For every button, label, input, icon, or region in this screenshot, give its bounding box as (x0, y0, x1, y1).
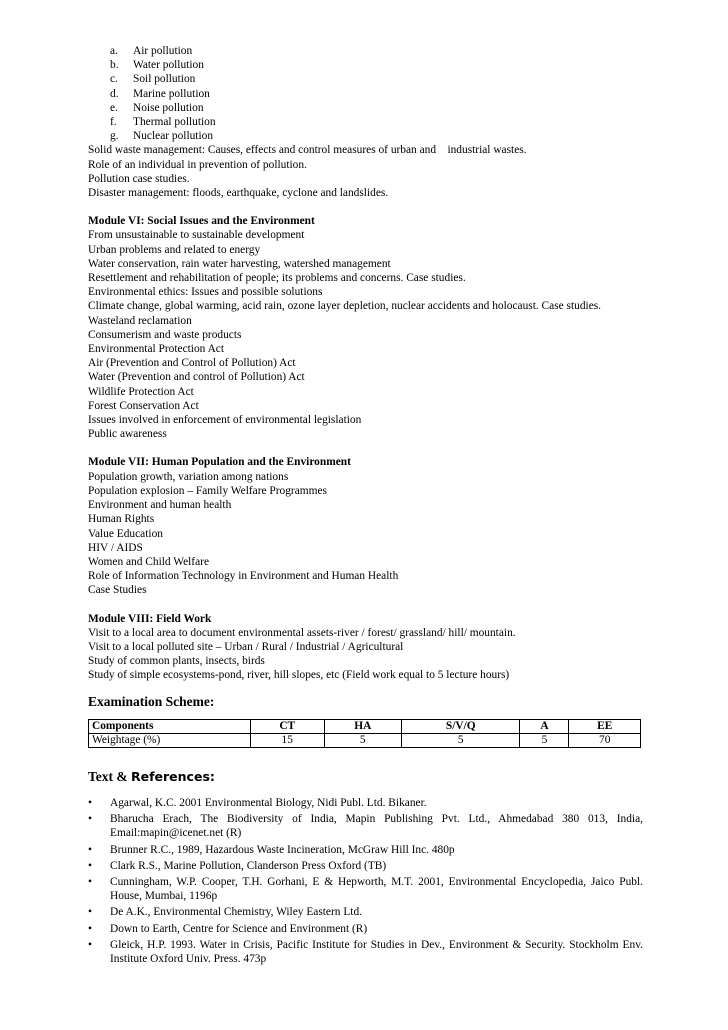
references-title: Text & References: (88, 768, 215, 784)
pollution-types-list (88, 44, 643, 143)
text-line: Wasteland reclamation (88, 314, 192, 327)
table-cell: EE (569, 719, 641, 733)
text-line: Role of Information Technology in Environment and Human Health (88, 570, 399, 583)
text-line: Urban problems and related to energy (88, 243, 261, 256)
text-line: Solid waste management: Causes, effects and control measures of urban and industrial wastes. (88, 144, 527, 157)
bullet-icon: • (88, 938, 92, 951)
text-line: Pollution case studies. (88, 172, 190, 185)
text-line: Environment and human health (88, 499, 232, 512)
text-line: Disaster management: floods, earthquake, cyclone and landslides. (88, 187, 389, 200)
table-cell: 5 (402, 733, 520, 747)
list-item: • Brunner R.C., 1989, Hazardous Waste Incineration, McGraw Hill Inc. 480p (88, 843, 455, 856)
text-line: Resettlement and rehabilitation of people; its problems and concerns. Case studies. (88, 272, 466, 285)
module7-section (88, 455, 643, 597)
module6-section (88, 214, 643, 441)
list-item: e. Noise pollution (110, 101, 204, 114)
text-line: Study of common plants, insects, birds (88, 655, 265, 668)
text-line: Population growth, variation among nations (88, 470, 289, 483)
text-line: Wildlife Protection Act (88, 385, 194, 398)
text-line: Air (Prevention and Control of Pollution) Act (88, 357, 296, 370)
table-cell: 70 (569, 733, 641, 747)
text-line: Environmental ethics: Issues and possible solutions (88, 286, 323, 299)
text-line: Climate change, global warming, acid rain, ozone layer depletion, nuclear accidents and holocaust. Case studies. (88, 300, 602, 313)
list-item: • Cunningham, W.P. Cooper, T.H. Gorhani, E & Hepworth, M.T. 2001, Environmental Encyclopedia, Jaico Publ. House, Mumbai, 1196p (88, 875, 643, 903)
bullet-icon: • (88, 906, 92, 919)
text-line: Human Rights (88, 513, 155, 526)
text-line: Environmental Protection Act (88, 343, 225, 356)
list-item: d. Marine pollution (110, 87, 210, 100)
text-line: Case Studies (88, 584, 147, 597)
bullet-icon: • (88, 796, 92, 809)
bullet-icon: • (88, 859, 92, 872)
bullet-icon: • (88, 813, 92, 826)
table-cell: S/V/Q (402, 719, 520, 733)
text-line: Issues involved in enforcement of environmental legislation (88, 414, 362, 427)
table-cell: 15 (251, 733, 325, 747)
text-line: Women and Child Welfare (88, 555, 210, 568)
text-line: Study of simple ecosystems-pond, river, hill slopes, etc (Field work equal to 5 lecture hours) (88, 669, 510, 682)
table-cell: Weightage (%) (89, 733, 251, 747)
module5-tail (88, 143, 643, 200)
text-line: From unsustainable to sustainable development (88, 229, 305, 242)
exam-title: Examination Scheme: (88, 693, 215, 709)
module8-title: Module VIII: Field Work (88, 612, 212, 625)
text-line: Role of an individual in prevention of pollution. (88, 158, 307, 171)
module6-title: Module VI: Social Issues and the Environment (88, 215, 315, 228)
text-line: Population explosion – Family Welfare Programmes (88, 484, 327, 497)
table-cell: CT (251, 719, 325, 733)
list-item: • Gleick, H.P. 1993. Water in Crisis, Pacific Institute for Studies in Dev., Environment & Security. Stockholm Env. Institute Oxford Univ. Press. 473p (88, 938, 643, 965)
list-item: b. Water pollution (110, 59, 204, 72)
text-line: Water (Prevention and control of Pollution) Act (88, 371, 305, 384)
bullet-icon: • (88, 843, 92, 856)
text-line: Public awareness (88, 428, 167, 441)
bullet-icon: • (88, 922, 92, 935)
text-line: HIV / AIDS (88, 541, 143, 554)
table-cell: 5 (324, 733, 402, 747)
list-item: f. Thermal pollution (110, 116, 216, 129)
table-cell: 5 (520, 733, 569, 747)
exam-table (88, 719, 641, 748)
list-item: g. Nuclear pollution (110, 130, 214, 143)
table-cell: HA (324, 719, 402, 733)
list-item: • Agarwal, K.C. 2001 Environmental Biology, Nidi Publ. Ltd. Bikaner. (88, 796, 427, 809)
syllabus-page (88, 44, 643, 968)
list-item: • Clark R.S., Marine Pollution, Clanderson Press Oxford (TB) (88, 859, 387, 872)
text-line: Value Education (88, 527, 163, 540)
table-cell: A (520, 719, 569, 733)
table-row (89, 733, 641, 747)
text-line: Visit to a local polluted site – Urban / Rural / Industrial / Agricultural (88, 640, 404, 653)
module7-title: Module VII: Human Population and the Environment (88, 456, 351, 469)
text-line: Water conservation, rain water harvesting, watershed management (88, 257, 391, 270)
list-item: c. Soil pollution (110, 73, 196, 86)
list-item: • Bharucha Erach, The Biodiversity of India, Mapin Publishing Pvt. Ltd., Ahmedabad 380 013, India, Email:mapin@icenet.net (R) (88, 813, 643, 840)
table-cell: Components (89, 719, 251, 733)
bullet-icon: • (88, 875, 92, 888)
table-row (89, 719, 641, 733)
text-line: Visit to a local area to document environmental assets-river / forest/ grassland/ hill/ mountain. (88, 626, 516, 639)
module8-section (88, 612, 643, 683)
text-line: Consumerism and waste products (88, 328, 242, 341)
list-item: a. Air pollution (110, 45, 193, 57)
references-list (88, 796, 643, 966)
text-line: Forest Conservation Act (88, 399, 199, 412)
list-item: • De A.K., Environmental Chemistry, Wiley Eastern Ltd. (88, 906, 362, 919)
list-item: • Down to Earth, Centre for Science and Environment (R) (88, 922, 368, 935)
